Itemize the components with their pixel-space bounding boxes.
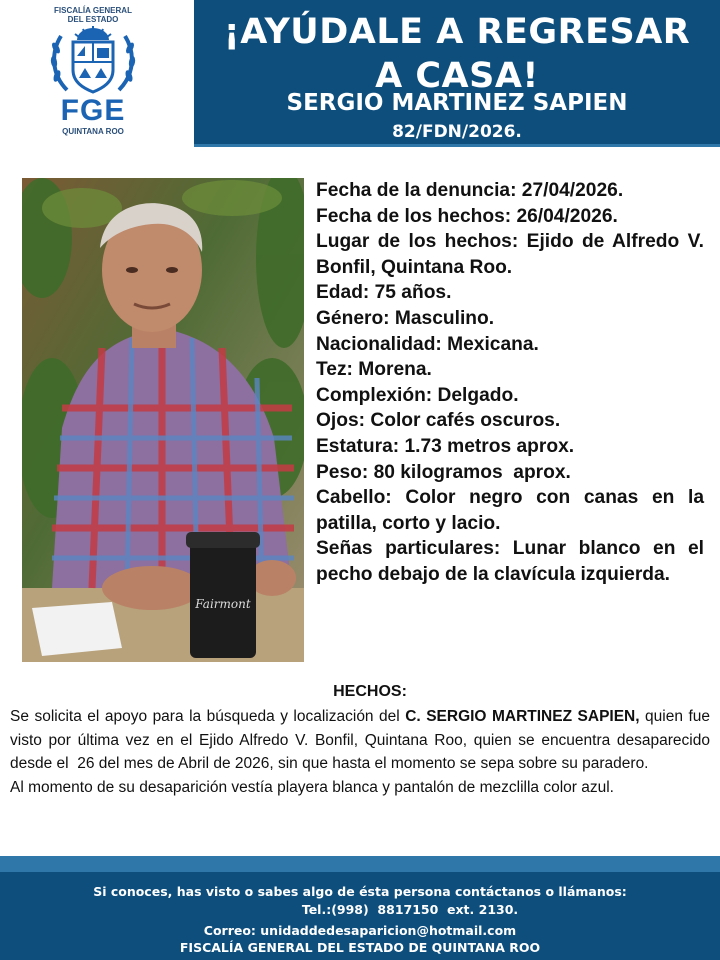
facts-paragraph-1 bbox=[10, 705, 715, 776]
detail-incident-date: Fecha de los hechos: 26/04/2026. bbox=[316, 205, 618, 227]
missing-person-photo bbox=[22, 178, 304, 662]
detail-nationality: Nacionalidad: Mexicana. bbox=[316, 333, 539, 355]
headline-line-1: ¡AYÚDALE A REGRESAR bbox=[223, 12, 691, 52]
facts-paragraph-2: Al momento de su desaparición vestía playera blanca y pantalón de mezclilla color azul. bbox=[10, 778, 614, 796]
footer-contact-prompt: Si conoces, has visto o sabes algo de ésta persona contáctanos o llámanos: bbox=[93, 884, 627, 899]
detail-height: Estatura: 1.73 metros aprox. bbox=[316, 435, 575, 457]
headline-line-2: A CASA! bbox=[375, 56, 539, 96]
detail-eyes: Ojos: Color cafés oscuros. bbox=[316, 410, 561, 432]
header-banner-accent bbox=[194, 144, 720, 147]
person-photo-illustration bbox=[22, 178, 304, 662]
detail-weight: Peso: 80 kilogramos aprox. bbox=[316, 461, 571, 483]
poster-headline bbox=[194, 10, 720, 98]
facts-body bbox=[10, 705, 715, 799]
detail-build: Complexión: Delgado. bbox=[316, 384, 519, 406]
mug-brand-text: Fairmont bbox=[195, 597, 251, 611]
logo-acronym: FGE bbox=[60, 94, 126, 127]
detail-distinguishing-marks: Señas particulares: Lunar blanco en el pecho debajo de la clavícula izquierda. bbox=[316, 538, 704, 585]
footer-agency: FISCALÍA GENERAL DEL ESTADO DE QUINTANA ROO bbox=[179, 940, 541, 955]
detail-hair: Cabello: Color negro con canas en la patilla, corto y lacio. bbox=[316, 487, 704, 534]
case-file-number: 82/FDN/2026. bbox=[392, 122, 522, 142]
missing-person-name: SERGIO MARTINEZ SAPIEN bbox=[286, 90, 628, 116]
logo-agency-text: FISCALÍA GENERAL DEL ESTADO bbox=[54, 6, 132, 24]
contact-footer bbox=[0, 872, 720, 960]
detail-incident-location: Lugar de los hechos: Ejido de Alfredo V. Bonfil, Quintana Roo. bbox=[316, 231, 704, 278]
facts-person-name: C. SERGIO MARTINEZ SAPIEN, bbox=[405, 708, 640, 725]
person-details bbox=[316, 178, 704, 588]
footer-email[interactable]: Correo: unidaddedesaparicion@hotmail.com bbox=[203, 923, 517, 938]
state-emblem-icon bbox=[47, 26, 139, 98]
detail-age: Edad: 75 años. bbox=[316, 282, 452, 304]
facts-text-details: quien fue visto por última vez en el Ejido Alfredo V. Bonfil, Quintana Roo, quien se encuentra desaparecido desde el 26 del mes de Abril de 2026, sin que hasta el momento se sepa sobre su paradero. bbox=[10, 708, 715, 772]
logo-state: QUINTANA ROO bbox=[62, 127, 124, 136]
facts-heading: HECHOS: bbox=[333, 683, 407, 700]
fge-logo bbox=[18, 4, 168, 152]
detail-report-date: Fecha de la denuncia: 27/04/2026. bbox=[316, 180, 624, 201]
detail-complexion: Tez: Morena. bbox=[316, 359, 432, 381]
footer-phone[interactable]: Tel.:(998) 8817150 ext. 2130. bbox=[301, 902, 519, 917]
facts-text-intro: Se solicita el apoyo para la búsqueda y localización del bbox=[10, 708, 406, 725]
detail-gender: Género: Masculino. bbox=[316, 307, 495, 329]
